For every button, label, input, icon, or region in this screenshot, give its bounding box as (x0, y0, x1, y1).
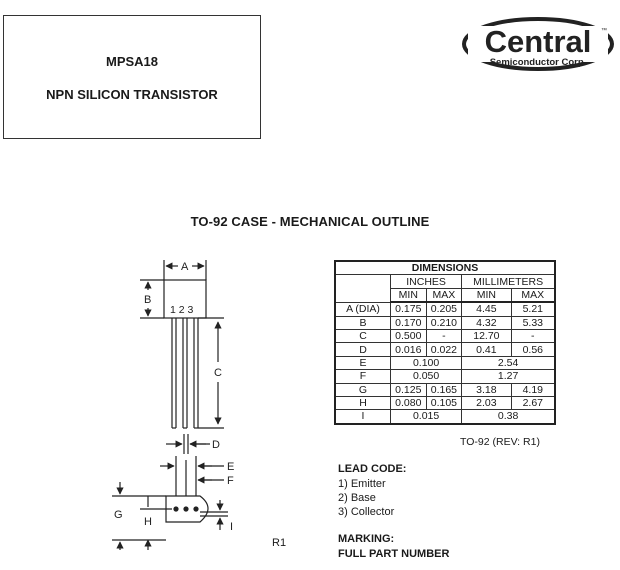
table-cell: 0.165 (426, 383, 462, 396)
table-row (335, 370, 555, 383)
lead-code-item: 3) Collector (338, 506, 395, 518)
lead-code-title: LEAD CODE: (338, 463, 407, 475)
logo-name: Central (484, 24, 592, 59)
table-row (335, 396, 555, 409)
lead-code-item: 2) Base (338, 492, 376, 504)
table-cell: 4.45 (462, 302, 511, 316)
revision-mark: R1 (272, 537, 287, 549)
label-b: B (144, 294, 152, 306)
table-row (335, 383, 555, 396)
table-cell: 3.18 (462, 383, 511, 396)
svg-text:™: ™ (601, 28, 607, 34)
table-row (335, 329, 555, 342)
table-cell: 0.080 (391, 396, 427, 409)
table-cell: 4.32 (462, 316, 511, 329)
table-revision: TO-92 (REV: R1) (460, 436, 540, 448)
table-row (335, 343, 555, 356)
table-cell: 0.022 (426, 343, 462, 356)
marking-value: FULL PART NUMBER (338, 548, 450, 560)
table-cell: G (335, 383, 391, 396)
mm-min-header: MIN (462, 288, 511, 302)
table-cell: 0.100 (391, 356, 462, 369)
dimensions-rows (335, 302, 555, 424)
table-cell: 0.015 (391, 410, 462, 424)
millimeters-header: MILLIMETERS (462, 275, 555, 288)
table-cell: D (335, 343, 391, 356)
table-cell: 2.67 (511, 396, 555, 409)
table-cell: - (426, 329, 462, 342)
table-cell: 0.170 (391, 316, 427, 329)
table-cell: I (335, 410, 391, 424)
table-cell: 0.016 (391, 343, 427, 356)
label-i: I (230, 521, 234, 533)
table-row (335, 410, 555, 424)
inches-header: INCHES (391, 275, 462, 288)
table-cell: 0.38 (462, 410, 555, 424)
table-cell: E (335, 356, 391, 369)
label-d: D (212, 439, 220, 451)
section-title: TO-92 CASE - MECHANICAL OUTLINE (190, 214, 430, 229)
table-cell: C (335, 329, 391, 342)
lead-code-item: 1) Emitter (338, 478, 386, 490)
table-row (335, 316, 555, 329)
part-number: MPSA18 (105, 54, 159, 69)
in-max-header: MAX (426, 288, 462, 302)
table-cell: 0.125 (391, 383, 427, 396)
table-cell: 2.54 (462, 356, 555, 369)
table-cell: 1.27 (462, 370, 555, 383)
label-a: A (181, 261, 189, 273)
table-cell: 0.41 (462, 343, 511, 356)
central-logo (462, 12, 614, 78)
in-min-header: MIN (391, 288, 427, 302)
mm-max-header: MAX (511, 288, 555, 302)
table-cell: B (335, 316, 391, 329)
label-h: H (144, 516, 152, 528)
pin-numbers: 1 2 3 (170, 304, 194, 316)
table-cell: 0.050 (391, 370, 462, 383)
dimensions-table (334, 260, 556, 425)
table-cell: H (335, 396, 391, 409)
part-title-box (3, 15, 261, 139)
table-cell: 5.33 (511, 316, 555, 329)
table-cell: 0.500 (391, 329, 427, 342)
label-e: E (227, 461, 235, 473)
to92-outline-drawing (100, 250, 250, 550)
table-cell: F (335, 370, 391, 383)
table-cell: 0.205 (426, 302, 462, 316)
table-cell: - (511, 329, 555, 342)
table-cell: A (DIA) (335, 302, 391, 316)
label-g: G (114, 509, 123, 521)
label-c: C (214, 367, 222, 379)
table-cell: 4.19 (511, 383, 555, 396)
table-cell: 0.175 (391, 302, 427, 316)
table-cell: 5.21 (511, 302, 555, 316)
table-cell: 0.210 (426, 316, 462, 329)
marking-title: MARKING: (338, 533, 395, 545)
table-row (335, 356, 555, 369)
table-cell: 2.03 (462, 396, 511, 409)
part-description: NPN SILICON TRANSISTOR (46, 87, 218, 102)
table-row (335, 302, 555, 316)
table-cell: 0.56 (511, 343, 555, 356)
table-cell: 12.70 (462, 329, 511, 342)
logo-tagline: Semiconductor Corp. (489, 57, 587, 68)
label-f: F (227, 475, 234, 487)
dimensions-title: DIMENSIONS (335, 261, 555, 275)
table-cell: 0.105 (426, 396, 462, 409)
